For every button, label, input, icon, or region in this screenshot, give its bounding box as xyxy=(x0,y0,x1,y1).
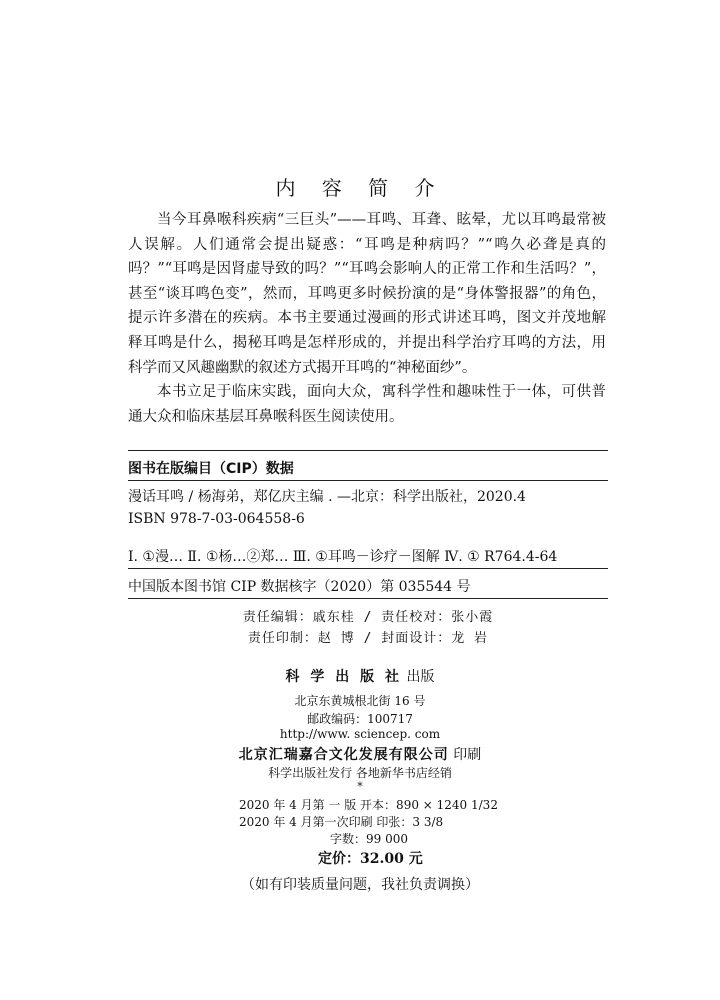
printer-line xyxy=(0,744,720,764)
page-title: 内 容 简 介 xyxy=(275,176,445,200)
separator-star: * xyxy=(357,780,363,793)
intro-paragraph-1: 当今耳鼻喉科疾病“三巨头”——耳鸣、耳聋、眩晕，尤以耳鸣最常被人误解。人们通常会提出疑惑：“耳鸣是种病吗？”“鸣久必聋是真的吗？”“耳鸣是因肾虚导致的吗？”“耳鸣会影响人的正常工作和生活吗？”，甚至“谈耳鸣色变”，然而，耳鸣更多时候扮演的是“身体警报器”的角色，提示许多潜在的疾病。本书主要通过漫画的形式讲述耳鸣，图文并茂地解释耳鸣是什么，揭秘耳鸣是怎样形成的，并提出科学治疗耳鸣的方法，用科学而又风趣幽默的叙述方式揭开耳鸣的“神秘面纱”。 xyxy=(128,212,606,376)
price-value: 32.00 元 xyxy=(360,851,423,867)
introduction xyxy=(128,208,606,429)
cip-heading: 图书在版编目（CIP）数据 xyxy=(128,461,294,477)
publisher-suffix: 出版 xyxy=(402,669,435,685)
cip-record-number: 中国版本图书馆 CIP 数据核字（2020）第 035544 号 xyxy=(128,579,471,595)
cip-bottom-rule xyxy=(128,598,608,599)
staff-editors: 责任编辑：戚东桂 / 责任校对：张小霞 xyxy=(242,610,494,625)
publisher-postcode: 邮政编码：100717 xyxy=(307,712,413,726)
printing-line: 2020 年 4 月第一次印刷 印张：3 3/8 xyxy=(239,815,444,829)
publisher-url: http://www. sciencep. com xyxy=(279,727,441,741)
cip-title-line: 漫话耳鸣 / 杨海弟，郑亿庆主编 . —北京：科学出版社，2020.4 xyxy=(128,489,526,505)
cip-mid-rule xyxy=(128,568,608,569)
quality-notice: （如有印装质量问题，我社负责调换） xyxy=(241,877,479,893)
intro-paragraph-2: 本书立足于临床实践，面向大众，寓科学性和趣味性于一体，可供普通大众和临床基层耳鼻喉科医生阅读使用。 xyxy=(128,384,606,425)
printer-name: 北京汇瑞嘉合文化发展有限公司 xyxy=(238,747,449,763)
staff-production: 责任印制：赵 博 / 封面设计：龙 岩 xyxy=(247,631,489,646)
publisher-line xyxy=(0,666,720,686)
price xyxy=(318,848,423,868)
cip-heading-rule xyxy=(128,480,608,481)
cip-classification: Ⅰ. ①漫… Ⅱ. ①杨…②郑… Ⅲ. ①耳鸣－诊疗－图解 Ⅳ. ① R764.4-64 xyxy=(128,549,558,565)
word-count: 字数：99 000 xyxy=(330,832,408,846)
distribution-line: 科学出版社发行 各地新华书店经销 xyxy=(268,766,452,780)
cip-isbn: ISBN 978-7-03-064558-6 xyxy=(128,511,305,527)
cip-top-rule xyxy=(128,450,608,451)
publisher-name: 科 学 出 版 社 xyxy=(285,669,403,685)
price-label: 定价： xyxy=(318,851,360,867)
publisher-address: 北京东黄城根北街 16 号 xyxy=(294,694,426,708)
edition-line: 2020 年 4 月第 一 版 开本：890 × 1240 1/32 xyxy=(239,798,498,812)
printer-suffix: 印刷 xyxy=(448,747,482,763)
